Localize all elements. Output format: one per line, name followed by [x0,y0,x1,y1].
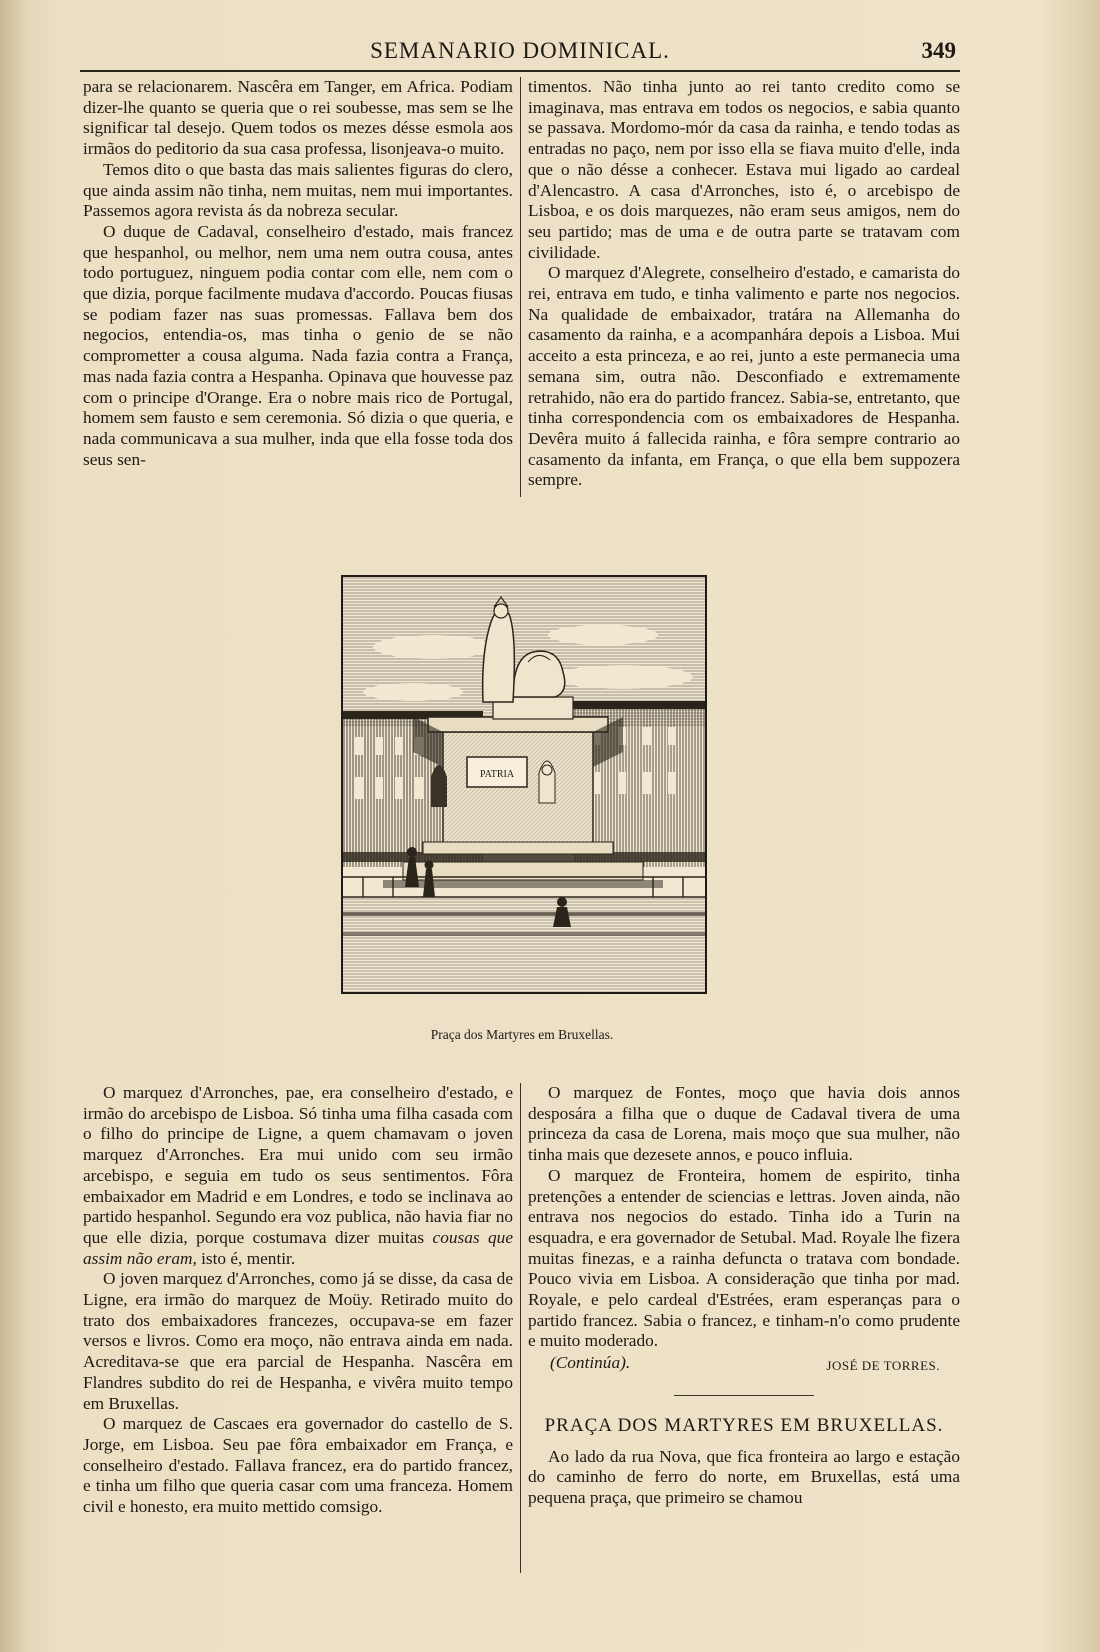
paragraph [83,1083,513,1269]
top-left-column [83,77,513,470]
paragraph: Temos dito o que basta das mais salientes figuras do clero, que ainda assim não tinha, nem muitas, nem mui importantes. Passemos agora revista ás da nobreza secular. [83,159,513,221]
plinth-inscription: PATRIA [479,769,515,780]
page-number: 349 [921,38,956,63]
paragraph: O marquez de Cascaes era governador do castello de S. Jorge, em Lisboa. Seu pae fôra embaixador em França, e conselheiro d'estado. Fallava francez, era do partido francez, e tinha um filho que queria casar com uma franceza. Homem civil e honesto, era muito mettido comsigo. [83,1414,513,1517]
bottom-right-column [528,1083,960,1509]
running-title: SEMANARIO DOMINICAL. [370,38,670,63]
signature-line [528,1353,960,1377]
page-header [80,36,960,72]
author-signature: JOSÉ DE TORRES. [826,1358,940,1374]
top-right-column [528,77,960,491]
continua-note: (Continúa). [550,1353,631,1373]
paragraph: timentos. Não tinha junto ao rei tanto credito como se imaginava, mas entrava em todos os negocios, e sabia quanto se passava. Mordomo-mór da casa da rainha, e tendo todas as entradas no paço, nem por isso ella se fiava muito d'elle, inda que o não désse a conhecer. Estava mui ligado ao cardeal d'Alencastro. A casa d'Arronches, isto é, o arcebispo de Lisboa, e os dois marquezes, não eram seus amigos, nem do seu partido; mas de uma e de outra parte se tratavam com civilidade. [528,77,960,262]
engraving-praca-dos-martyres [341,575,707,994]
paragraph: O joven marquez d'Arronches, como já se disse, da casa de Ligne, era irmão do marquez de Moüy. Retirado muito do trato dos embaixadores francezes, occupava-se em fazer versos e livros. Como era moço, não entrava ainda em nada. Acreditava-se que era parcial de Hespanha. Nascêra em Flandres subdito do rei de Hespanha, e vivêra muito tempo em Bruxellas. [83,1269,513,1413]
paragraph: O duque de Cadaval, conselheiro d'estado, mais francez que hespanhol, ou melhor, nem uma nem outra cousa, antes todo portuguez, ninguem podia contar com elle, nem com o que dizia, porque facilmente mudava d'accordo. Poucas fiusas se podiam fazer nas suas promessas. Fallava bem dos negocios, entendia-os, mas tinha o genio de se não comprometter a cousa alguma. Nada fazia contra a França, mas nada fazia contra a Hespanha. Opinava que houvesse paz com o principe d'Orange. Era o nobre mais rico de Portugal, homem sem fausto e sem ceremonia. Só dizia o que queria, e nada communicava a sua mulher, inda que ella fosse toda dos seus sen- [83,221,513,469]
paragraph-end: , isto é, mentir. [192,1248,296,1268]
engraving-image [343,577,705,992]
paragraph: O marquez d'Alegrete, conselheiro d'estado, e camarista do rei, entrava em tudo, e tinha valimento e parte nos negocios. Na qualidade de embaixador, tratára na Allemanha do casamento da rainha, e a acompanhára depois a Lisboa. Mui acceito a esta princeza, e ao rei, junto a este permanecia uma semana sim, outra não. Desconfiado e extremamente retrahido, não era do partido francez. Sabia-se, entretanto, que tinha correspondencia com os embaixadores de Hespanha. Devêra muito á fallecida rainha, e fôra sempre contrario ao casamento da infanta, em França, o que ella bem suppozera sempre. [528,263,960,490]
section-title: PRAÇA DOS MARTYRES EM BRUXELLAS. [544,1414,944,1436]
bottom-left-column [83,1083,513,1518]
paragraph: O marquez de Fronteira, homem de espirito, tinha pretenções a entender de sciencias e lettras. Joven ainda, não entrava nos negocios do estado. Tinha ido a Turin na esquadra, e era governador de Setubal. Mad. Royale lhe fizera muitas finezas, e a rainha defuncta o tratava com bondade. Pouco vivia em Lisboa. A consideração que tinha por mad. Royale, e pelo cardeal d'Estrées, eram esperanças para o partido francez. Sabia o francez, e tinham-n'o como prudente e muito moderado. [528,1165,960,1351]
figure-caption: Praça dos Martyres em Bruxellas. [430,1027,614,1042]
paragraph-text: O marquez d'Arronches, pae, era conselheiro d'estado, e irmão do arcebispo de Lisboa. Só tinha uma filha casada com o filho do principe de Ligne, a quem chamavam o joven marquez d'Arronches. Era mui unido com seu irmão arcebispo, e seguia em tudo os seus sentimentos. Fôra embaixador em Madrid e em Londres, e todo se inclinava ao partido hespanhol. Segundo era voz publica, não havia fiar no que elle dizia, porque costumava dizer muitas [83,1083,513,1247]
paragraph: para se relacionarem. Nascêra em Tanger, em Africa. Podiam dizer-lhe quanto se queria que o rei soubesse, mas sem se lhe significar tal desejo. Quem todos os mezes désse esmola aos irmãos do peditorio da sua casa professa, lisonjeava-o muito. [83,77,513,159]
paragraph: O marquez de Fontes, moço que havia dois annos desposára a filha que o duque de Cadaval tivera de uma princeza da casa de Lorena, mais moço que sua mulher, não tinha mais que dezesete annos, e pouco influia. [528,1083,960,1165]
column-divider-bottom [520,1083,521,1573]
section-divider [674,1395,814,1396]
paragraph: Ao lado da rua Nova, que fica fronteira ao largo e estação do caminho de ferro do norte, em Bruxellas, está uma pequena praça, que primeiro se chamou [528,1446,960,1507]
column-divider-top [520,77,521,497]
italic-phrase: cousas que assim não eram [83,1227,513,1268]
